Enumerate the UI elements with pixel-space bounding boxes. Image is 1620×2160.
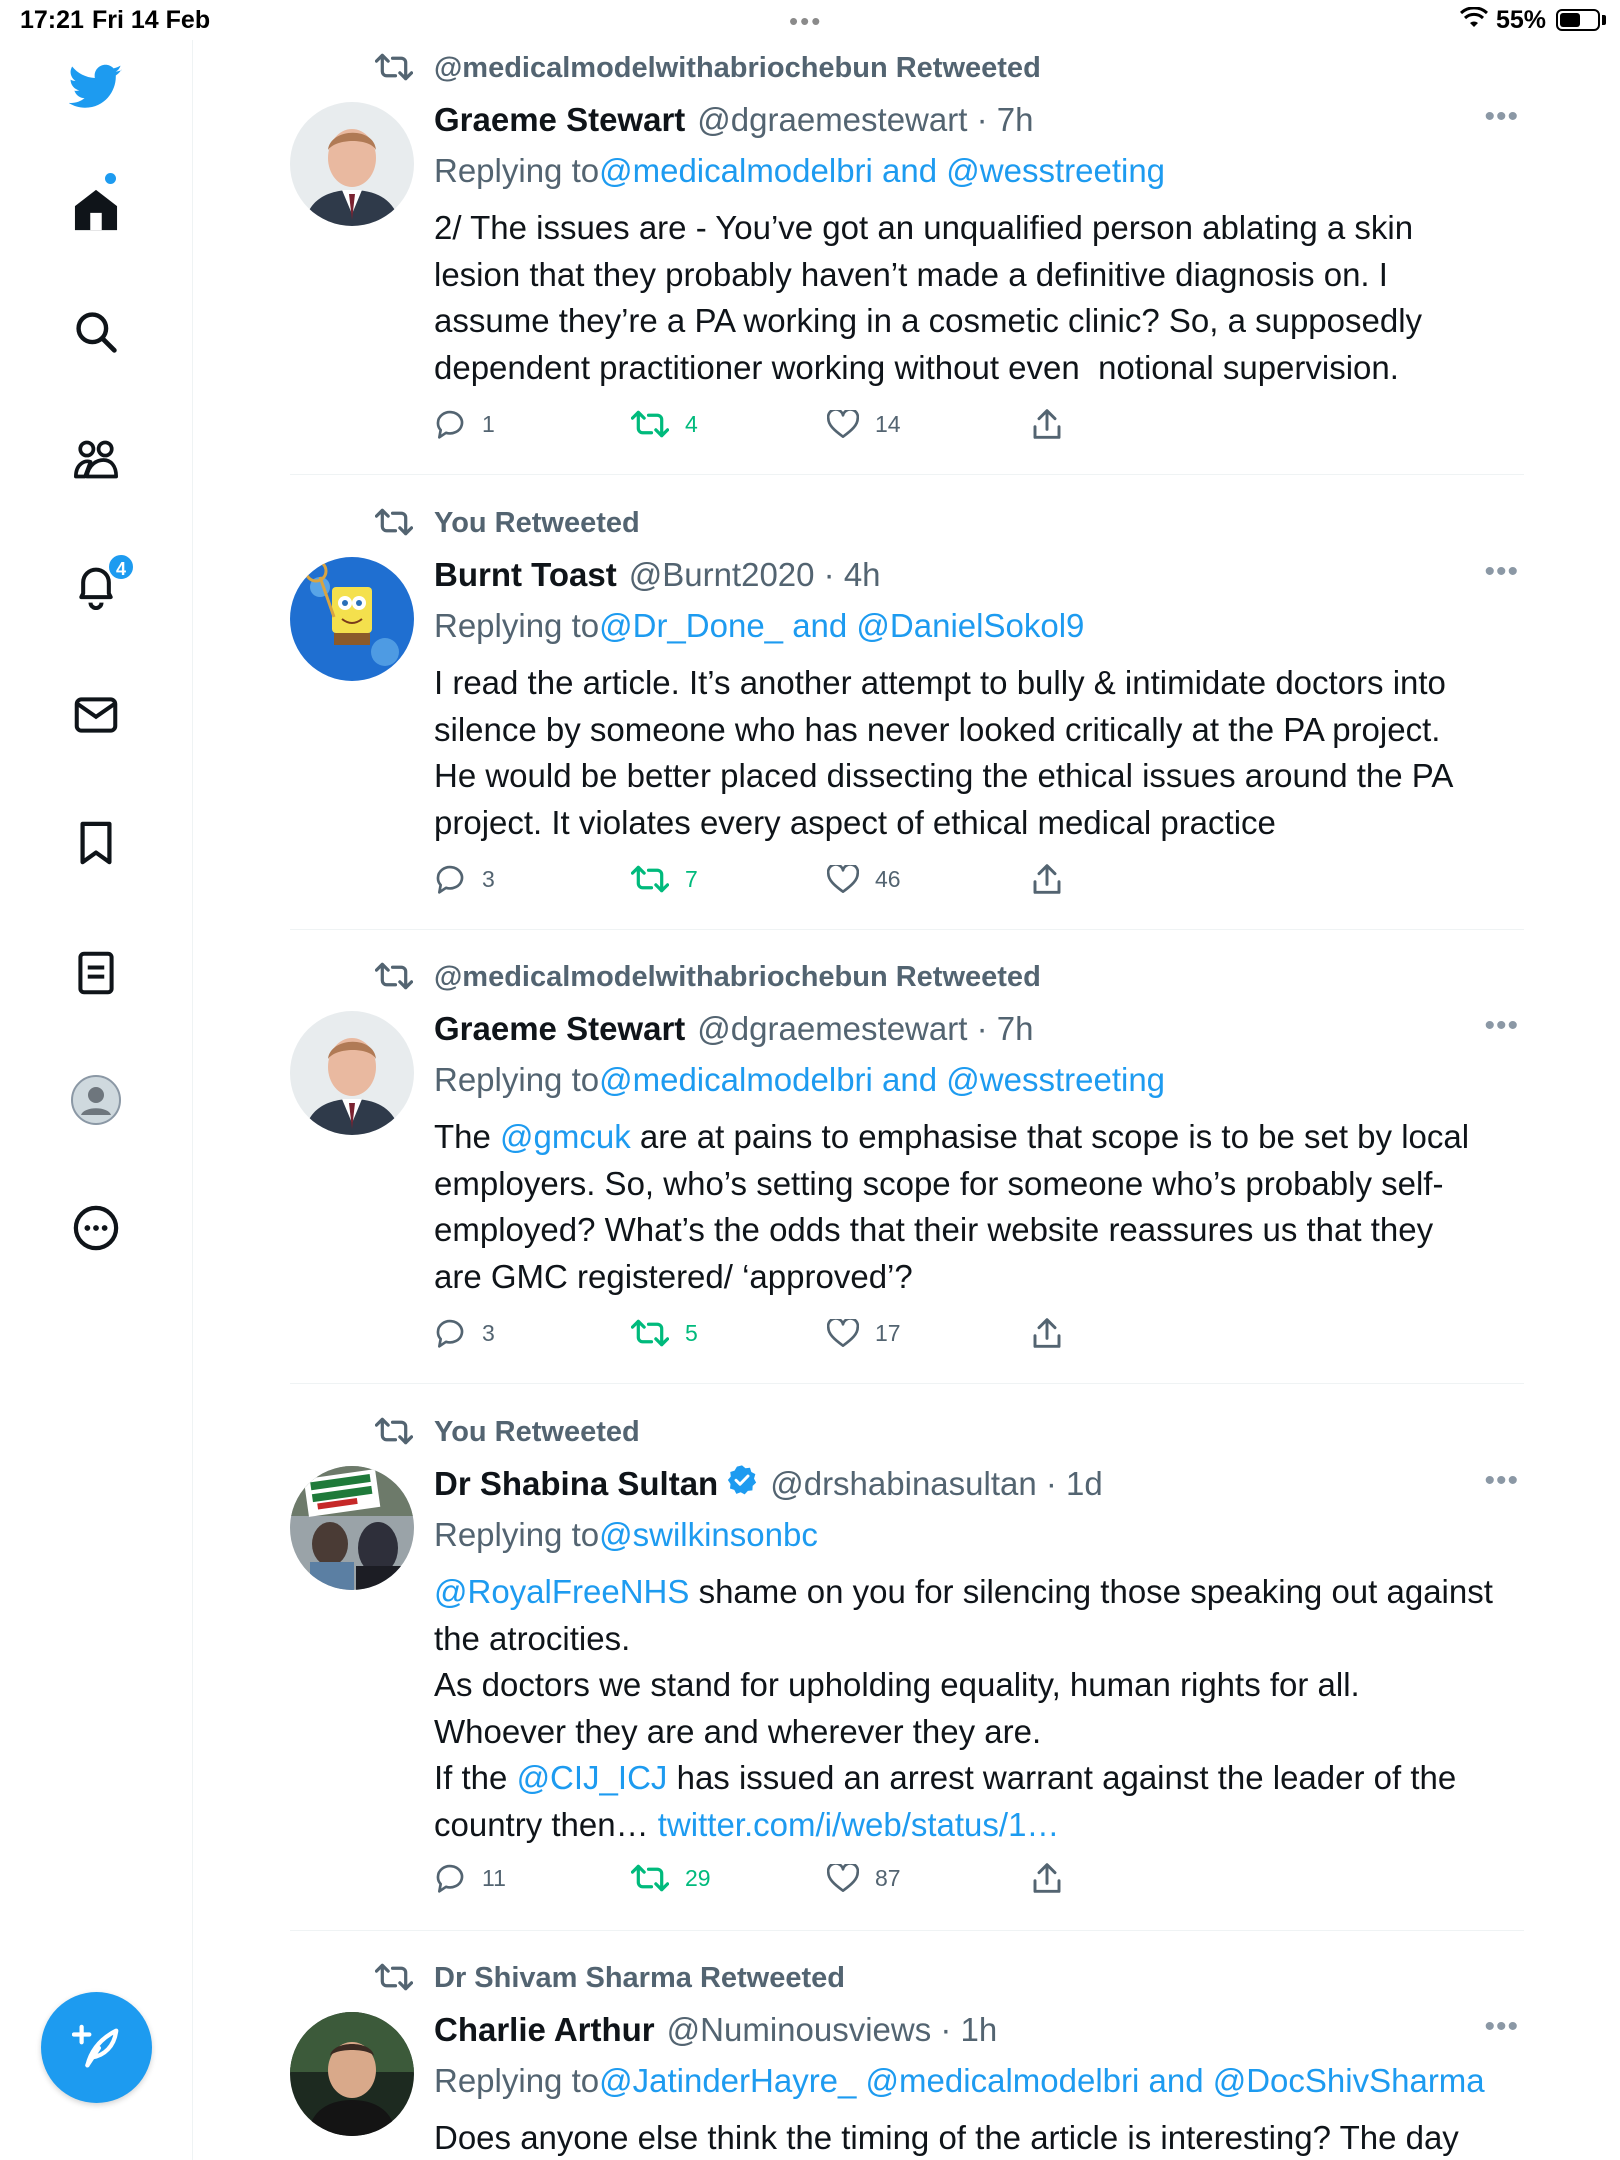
tweet[interactable] xyxy=(290,1414,1524,1931)
status-bar xyxy=(0,0,1620,40)
reply-count: 3 xyxy=(482,1319,495,1346)
retweeted-by-label: @medicalmodelwithabriochebun Retweeted xyxy=(434,960,1041,993)
avatar[interactable] xyxy=(290,1466,414,1590)
retweet-count: 7 xyxy=(685,865,698,892)
reply-count: 3 xyxy=(482,865,495,892)
reply-button[interactable] xyxy=(434,1858,506,1898)
more-circle-icon[interactable] xyxy=(66,1198,126,1258)
retweeted-by-label: @medicalmodelwithabriochebun Retweeted xyxy=(434,51,1041,84)
retweet-icon xyxy=(375,1962,413,1997)
avatar[interactable] xyxy=(290,2012,414,2136)
retweet-icon xyxy=(375,961,413,996)
reply-mentions-link[interactable]: @swilkinsonbc xyxy=(599,1516,818,1553)
reply-mentions-link[interactable]: @medicalmodelbri and @wesstreeting xyxy=(599,1061,1166,1098)
compose-feather-plus-icon xyxy=(72,2023,122,2073)
mention-link[interactable]: @gmcuk xyxy=(500,1118,631,1155)
tweet-text: I read the article. It’s another attempt to bully & intimidate doctors into silence by someone who has never looked critically at the PA project. He would be better placed dissecting the ethical issues around the PA project. It violates every aspect of ethical medical practice xyxy=(434,664,1454,841)
tweet[interactable] xyxy=(290,959,1524,1384)
reply-count: 11 xyxy=(482,1864,506,1891)
verified-badge-icon xyxy=(726,1464,758,1504)
like-button[interactable] xyxy=(827,404,901,444)
replying-to-label: Replying to xyxy=(434,607,600,644)
twitter-bird-logo-icon[interactable] xyxy=(66,57,126,117)
messages-envelope-icon[interactable] xyxy=(66,685,126,745)
tweet-header xyxy=(434,98,1033,142)
replying-to-label: Replying to xyxy=(434,1516,600,1553)
reply-button[interactable] xyxy=(434,859,495,899)
retweet-button[interactable] xyxy=(631,1858,711,1898)
sidebar xyxy=(0,40,193,2160)
tweet-actions xyxy=(434,859,1134,899)
tweet-text-part: shame on you for silencing those speaking out against the atrocities. As doctors we stand for upholding equality, human rights for all. Whoever they are and wherever they are. If the xyxy=(434,1573,1493,1796)
share-button[interactable] xyxy=(1032,1313,1078,1353)
tweet-text xyxy=(434,1569,1524,1848)
retweet-icon xyxy=(375,1416,413,1451)
avatar[interactable] xyxy=(290,557,414,681)
tweet-header xyxy=(434,2008,997,2052)
home-unread-dot xyxy=(105,173,116,184)
avatar[interactable] xyxy=(290,102,414,226)
retweeted-by-label: You Retweeted xyxy=(434,1415,640,1448)
tweet-actions xyxy=(434,404,1134,444)
notifications-count-badge: 4 xyxy=(107,553,135,581)
replying-to xyxy=(434,2059,1485,2103)
share-button[interactable] xyxy=(1032,404,1078,444)
share-icon xyxy=(1032,1862,1062,1894)
compose-tweet-button[interactable] xyxy=(41,1992,152,2103)
tweet-text-part: are at pains to emphasise that scope is to be set by local employers. So, who’s setting scope for someone who’s probably self- employed? What’s the odds that their website reassures us that they are GMC registered/ ‘approved’? xyxy=(434,1118,1470,1295)
search-icon[interactable] xyxy=(66,302,126,362)
replying-to xyxy=(434,1513,818,1557)
replying-to xyxy=(434,149,1165,193)
battery-icon xyxy=(1556,9,1600,31)
retweet-icon xyxy=(375,507,413,542)
battery-percentage: 55% xyxy=(1496,6,1547,34)
more-options-icon[interactable]: ••• xyxy=(1484,555,1519,588)
like-count: 14 xyxy=(875,410,901,437)
display-name[interactable]: Charlie Arthur xyxy=(434,2011,655,2048)
display-name[interactable]: Burnt Toast xyxy=(434,556,617,593)
tweet-text-part: The xyxy=(434,1118,501,1155)
retweet-icon xyxy=(375,52,413,87)
lists-icon[interactable] xyxy=(66,943,126,1003)
communities-icon[interactable] xyxy=(66,430,126,490)
display-name[interactable]: Graeme Stewart xyxy=(434,1010,686,1047)
tweet-text-part: has issued an arrest warrant against the leader of the country then… xyxy=(434,1759,1457,1843)
share-button[interactable] xyxy=(1032,1858,1078,1898)
handle-and-time[interactable]: @drshabinasultan · 1d xyxy=(770,1465,1103,1502)
more-options-icon[interactable]: ••• xyxy=(1484,1464,1519,1497)
tweet-actions xyxy=(434,1858,1134,1898)
reply-mentions-link[interactable]: @JatinderHayre_ @medicalmodelbri and @DocShivSharma xyxy=(599,2062,1485,2099)
status-time: 17:21 xyxy=(20,6,84,34)
replying-to-label: Replying to xyxy=(434,152,600,189)
retweet-count: 29 xyxy=(685,1864,711,1891)
handle-and-time[interactable]: @dgraemestewart · 7h xyxy=(697,101,1034,138)
replying-to xyxy=(434,604,1084,648)
handle-and-time[interactable]: @Numinousviews · 1h xyxy=(666,2011,998,2048)
tweet-actions xyxy=(434,1313,1134,1353)
retweet-button[interactable] xyxy=(631,1313,698,1353)
share-button[interactable] xyxy=(1032,859,1078,899)
handle-and-time[interactable]: @Burnt2020 · 4h xyxy=(628,556,881,593)
like-button[interactable] xyxy=(827,1313,901,1353)
like-button[interactable] xyxy=(827,859,901,899)
home-icon[interactable] xyxy=(66,180,126,240)
retweet-count: 5 xyxy=(685,1319,698,1346)
tweet-text: Does anyone else think the timing of the article is interesting? The day xyxy=(434,2119,1459,2156)
avatar[interactable] xyxy=(290,1011,414,1135)
tweet-text xyxy=(434,1114,1524,1300)
status-date: Fri 14 Feb xyxy=(92,6,211,34)
retweeted-by-label: Dr Shivam Sharma Retweeted xyxy=(434,1961,845,1994)
tweet-header xyxy=(434,553,881,597)
mention-link[interactable]: @RoyalFreeNHS xyxy=(434,1573,690,1610)
replying-to xyxy=(434,1058,1165,1102)
more-options-icon[interactable]: ••• xyxy=(1484,2010,1519,2043)
tweet-header xyxy=(434,1007,1033,1051)
bookmark-icon[interactable] xyxy=(66,813,126,873)
truncated-status-link[interactable]: twitter.com/i/web/status/1… xyxy=(657,1805,1060,1843)
reply-mentions-link[interactable]: @Dr_Done_ and @DanielSokol9 xyxy=(599,607,1085,644)
more-options-icon[interactable]: ••• xyxy=(1484,100,1519,133)
like-count: 17 xyxy=(875,1319,901,1346)
tweet[interactable] xyxy=(290,1960,1524,2160)
like-count: 46 xyxy=(875,865,901,892)
wifi-icon xyxy=(1460,7,1488,34)
tweet-text: 2/ The issues are - You’ve got an unqualified person ablating a skin lesion that they probably haven’t made a definitive diagnosis on. I assume they’re a PA working in a cosmetic clinic? So, a supposedly dependent practitioner working without even notional supervision. xyxy=(434,209,1423,386)
share-icon xyxy=(1032,1317,1062,1349)
mention-link[interactable]: @CIJ_ICJ xyxy=(516,1759,668,1796)
tweet[interactable] xyxy=(290,505,1524,930)
profile-avatar-icon[interactable] xyxy=(66,1070,126,1130)
share-icon xyxy=(1032,408,1062,440)
like-count: 87 xyxy=(875,1864,901,1891)
reply-count: 1 xyxy=(482,410,495,437)
like-button[interactable] xyxy=(827,1858,901,1898)
reply-mentions-link[interactable]: @medicalmodelbri and @wesstreeting xyxy=(599,152,1166,189)
display-name[interactable]: Graeme Stewart xyxy=(434,101,686,138)
retweeted-by-label: You Retweeted xyxy=(434,506,640,539)
retweet-button[interactable] xyxy=(631,859,698,899)
reply-button[interactable] xyxy=(434,1313,495,1353)
tweet[interactable] xyxy=(290,50,1524,475)
retweet-button[interactable] xyxy=(631,404,698,444)
handle-and-time[interactable]: @dgraemestewart · 7h xyxy=(697,1010,1034,1047)
multitasking-dots-icon[interactable]: ••• xyxy=(789,6,823,36)
tweet-header xyxy=(434,1462,1103,1506)
share-icon xyxy=(1032,863,1062,895)
battery-tip xyxy=(1602,15,1606,25)
display-name[interactable]: Dr Shabina Sultan xyxy=(434,1465,719,1502)
retweet-count: 4 xyxy=(685,410,698,437)
replying-to-label: Replying to xyxy=(434,2062,600,2099)
reply-button[interactable] xyxy=(434,404,495,444)
more-options-icon[interactable]: ••• xyxy=(1484,1009,1519,1042)
replying-to-label: Replying to xyxy=(434,1061,600,1098)
